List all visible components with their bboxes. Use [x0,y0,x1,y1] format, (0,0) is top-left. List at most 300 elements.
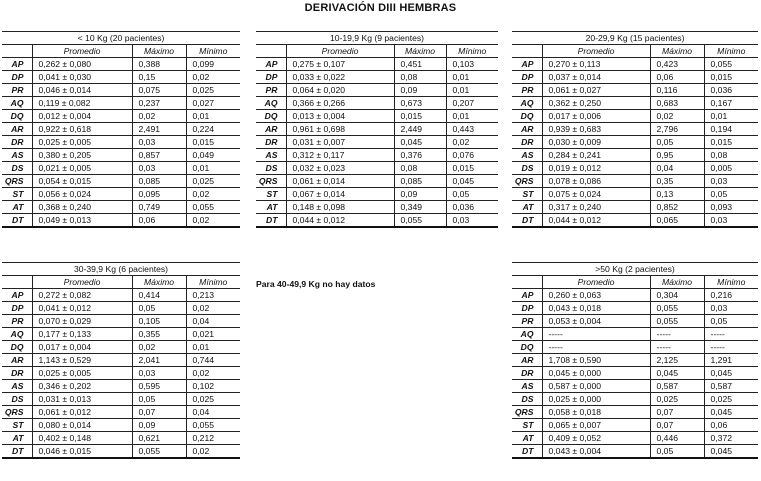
minimo-cell: 0,02 [186,188,240,201]
maximo-cell: 0,045 [394,136,446,149]
lead-cell: DP [2,71,32,84]
minimo-cell: 0,01 [446,110,498,123]
lead-cell: DQ [512,110,542,123]
lead-cell: PR [2,315,32,328]
lead-cell: AS [256,149,286,162]
maximo-cell: 0,446 [650,432,704,445]
maximo-cell: 0,13 [650,188,704,201]
minimo-cell: 0,05 [704,315,758,328]
table-row [2,406,240,419]
table-row [256,201,498,214]
table-row [2,419,240,432]
promedio-cell: 0,017 ± 0,004 [32,341,132,354]
minimo-cell: 0,015 [704,71,758,84]
minimo-cell: 0,005 [704,162,758,175]
maximo-cell: 2,491 [132,123,186,136]
minimo-cell: 0,02 [186,367,240,380]
lead-cell: DT [512,214,542,228]
maximo-cell: ----- [650,341,704,354]
lead-cell: AP [2,58,32,71]
table-row [2,162,240,175]
promedio-cell: 0,317 ± 0,240 [542,201,650,214]
minimo-cell: 0,015 [186,136,240,149]
promedio-cell: 0,037 ± 0,014 [542,71,650,84]
maximo-cell: 0,05 [650,136,704,149]
table-row [512,201,758,214]
lead-cell: DR [256,136,286,149]
table-30-39kg [2,262,240,459]
table-heading: 20-29,9 Kg (15 pacientes) [512,32,758,45]
lead-cell: ST [512,188,542,201]
maximo-cell: 0,015 [394,110,446,123]
promedio-cell: 0,275 ± 0,107 [286,58,394,71]
table-row [256,136,498,149]
minimo-cell: 0,045 [704,406,758,419]
table-row [512,58,758,71]
table-row [2,58,240,71]
lead-cell: DP [256,71,286,84]
promedio-cell: 0,070 ± 0,029 [32,315,132,328]
maximo-cell: 0,595 [132,380,186,393]
table-row [256,84,498,97]
promedio-cell: 0,025 ± 0,005 [32,136,132,149]
table-row [2,97,240,110]
promedio-cell: 0,033 ± 0,022 [286,71,394,84]
promedio-cell: 0,061 ± 0,014 [286,175,394,188]
maximo-cell: 0,852 [650,201,704,214]
maximo-cell: 0,07 [650,419,704,432]
maximo-cell: 0,95 [650,149,704,162]
minimo-cell: 0,01 [704,110,758,123]
minimo-cell: 0,045 [446,175,498,188]
table-row [2,354,240,367]
table-row [2,84,240,97]
table-heading: >50 Kg (2 pacientes) [512,263,758,276]
minimo-cell: 0,08 [704,149,758,162]
promedio-cell: 0,368 ± 0,240 [32,201,132,214]
minimo-cell: 0,015 [704,136,758,149]
lead-cell: DR [512,367,542,380]
maximo-cell: 0,355 [132,328,186,341]
minimo-cell: 0,01 [446,84,498,97]
promedio-cell: 0,041 ± 0,012 [32,302,132,315]
lead-cell: DS [512,393,542,406]
maximo-cell: 0,045 [650,367,704,380]
minimo-cell: 0,02 [446,136,498,149]
table-row [2,367,240,380]
lead-cell: AT [2,201,32,214]
minimo-cell: 0,03 [704,175,758,188]
promedio-cell: 0,067 ± 0,014 [286,188,394,201]
promedio-cell: 0,021 ± 0,005 [32,162,132,175]
maximo-cell: 0,08 [394,71,446,84]
table-row [256,97,498,110]
table-row [512,419,758,432]
lead-cell: AS [2,149,32,162]
minimo-cell: 0,03 [446,214,498,228]
table-row [2,110,240,123]
table-row [512,328,758,341]
maximo-cell: 0,09 [394,188,446,201]
promedio-cell: 0,056 ± 0,024 [32,188,132,201]
maximo-cell: 0,414 [132,289,186,302]
minimo-cell: 0,05 [704,188,758,201]
maximo-cell: 0,423 [650,58,704,71]
table-panel [512,31,758,228]
promedio-cell: 0,019 ± 0,012 [542,162,650,175]
minimo-cell: 0,03 [704,214,758,228]
promedio-cell: 0,312 ± 0,117 [286,149,394,162]
lead-cell: DQ [256,110,286,123]
maximo-cell: 0,06 [650,71,704,84]
maximo-cell: 0,055 [394,214,446,228]
minimo-cell: 0,02 [186,214,240,228]
promedio-cell: 0,032 ± 0,023 [286,162,394,175]
lead-cell: DP [512,302,542,315]
lead-cell: AP [2,289,32,302]
table-row [512,188,758,201]
table-row [512,341,758,354]
minimo-cell: 0,03 [704,302,758,315]
minimo-cell: 0,04 [186,406,240,419]
maximo-cell: 0,085 [394,175,446,188]
lead-cell: QRS [512,175,542,188]
minimo-cell: 0,167 [704,97,758,110]
promedio-cell: 0,043 ± 0,004 [542,445,650,459]
lead-cell: AS [2,380,32,393]
table-panel [2,31,240,228]
lead-cell: AQ [512,328,542,341]
maximo-column-header: Máximo [394,45,446,58]
maximo-cell: 0,03 [132,136,186,149]
promedio-cell: 0,013 ± 0,004 [286,110,394,123]
maximo-cell: 0,065 [650,214,704,228]
maximo-cell: 0,451 [394,58,446,71]
table-20-29kg [512,31,758,228]
lead-cell: ST [2,419,32,432]
lead-cell: AQ [256,97,286,110]
minimo-cell: ----- [704,341,758,354]
minimo-cell: 0,027 [186,97,240,110]
promedio-cell: ----- [542,341,650,354]
maximo-cell: 0,025 [650,393,704,406]
minimo-cell: ----- [704,328,758,341]
table-row [2,393,240,406]
maximo-cell: 0,683 [650,97,704,110]
promedio-cell: 0,061 ± 0,012 [32,406,132,419]
minimo-cell: 0,212 [186,432,240,445]
maximo-cell: 0,237 [132,97,186,110]
maximo-cell: 2,449 [394,123,446,136]
lead-cell: DS [2,162,32,175]
lead-cell: ST [512,419,542,432]
lead-cell: DQ [2,341,32,354]
promedio-cell: 0,380 ± 0,205 [32,149,132,162]
lead-cell: PR [2,84,32,97]
table-under-10kg [2,31,240,228]
minimo-cell: 0,021 [186,328,240,341]
maximo-cell: 0,04 [650,162,704,175]
promedio-cell: 0,075 ± 0,024 [542,188,650,201]
minimo-cell: 1,291 [704,354,758,367]
minimo-cell: 0,025 [704,393,758,406]
table-row [2,188,240,201]
table-row [2,380,240,393]
table-row [2,136,240,149]
minimo-cell: 0,102 [186,380,240,393]
maximo-cell: 0,304 [650,289,704,302]
table-10-19kg [256,31,498,228]
lead-cell: AS [512,380,542,393]
lead-cell: PR [256,84,286,97]
minimo-cell: 0,02 [186,445,240,459]
lead-cell: AR [512,123,542,136]
table-row [512,97,758,110]
promedio-cell: 0,012 ± 0,004 [32,110,132,123]
promedio-cell: 0,362 ± 0,250 [542,97,650,110]
lead-cell: DQ [2,110,32,123]
maximo-column-header: Máximo [132,276,186,289]
maximo-cell: 0,07 [132,406,186,419]
maximo-cell: 0,388 [132,58,186,71]
lead-cell: ST [256,188,286,201]
promedio-cell: 0,402 ± 0,148 [32,432,132,445]
lead-cell: DS [256,162,286,175]
minimo-cell: 0,06 [704,419,758,432]
maximo-cell: 0,03 [132,367,186,380]
lead-cell: PR [512,315,542,328]
maximo-cell: 0,03 [132,162,186,175]
maximo-cell: 0,15 [132,71,186,84]
table-row [2,315,240,328]
promedio-cell: 0,031 ± 0,007 [286,136,394,149]
lead-column-header [512,276,542,289]
promedio-cell: 0,119 ± 0,082 [32,97,132,110]
minimo-column-header: Mínimo [186,45,240,58]
table-row [512,315,758,328]
table-row [2,328,240,341]
lead-cell: PR [512,84,542,97]
maximo-column-header: Máximo [132,45,186,58]
maximo-cell: 0,02 [650,110,704,123]
lead-cell: DR [2,136,32,149]
table-row [512,71,758,84]
maximo-cell: 0,08 [394,162,446,175]
table-panel [256,31,498,228]
promedio-cell: 0,044 ± 0,012 [286,214,394,228]
table-heading: 30-39,9 Kg (6 pacientes) [2,263,240,276]
lead-cell: AR [2,354,32,367]
promedio-cell: 0,939 ± 0,683 [542,123,650,136]
promedio-cell: 0,064 ± 0,020 [286,84,394,97]
maximo-cell: 0,055 [132,445,186,459]
promedio-cell: 0,025 ± 0,005 [32,367,132,380]
promedio-cell: 0,260 ± 0,063 [542,289,650,302]
maximo-column-header: Máximo [650,45,704,58]
lead-cell: AP [512,289,542,302]
maximo-cell: 0,105 [132,315,186,328]
promedio-cell: 0,284 ± 0,241 [542,149,650,162]
table-row [512,367,758,380]
promedio-cell: 0,409 ± 0,052 [542,432,650,445]
promedio-column-header: Promedio [32,276,132,289]
maximo-cell: 0,02 [132,341,186,354]
table-row [256,175,498,188]
promedio-cell: 0,046 ± 0,015 [32,445,132,459]
lead-cell: AR [2,123,32,136]
table-row [512,175,758,188]
table-row [2,201,240,214]
table-row [512,393,758,406]
minimo-cell: 0,05 [446,188,498,201]
lead-cell: DQ [512,341,542,354]
table-row [512,432,758,445]
table-row [256,162,498,175]
maximo-cell: 0,116 [650,84,704,97]
lead-cell: QRS [2,406,32,419]
minimo-cell: 0,025 [186,393,240,406]
minimo-cell: 0,04 [186,315,240,328]
lead-cell: DT [2,214,32,228]
promedio-cell: 0,053 ± 0,004 [542,315,650,328]
table-row [512,380,758,393]
minimo-cell: 0,036 [446,201,498,214]
minimo-cell: 0,224 [186,123,240,136]
promedio-cell: 0,065 ± 0,007 [542,419,650,432]
table-row [2,302,240,315]
minimo-cell: 0,587 [704,380,758,393]
table-heading: < 10 Kg (20 pacientes) [2,32,240,45]
lead-cell: AT [256,201,286,214]
promedio-cell: 0,031 ± 0,013 [32,393,132,406]
minimo-cell: 0,01 [186,341,240,354]
table-row [512,136,758,149]
minimo-cell: 0,372 [704,432,758,445]
minimo-cell: 0,049 [186,149,240,162]
promedio-cell: 0,080 ± 0,014 [32,419,132,432]
promedio-cell: 0,177 ± 0,133 [32,328,132,341]
lead-cell: AQ [512,97,542,110]
lead-cell: DP [2,302,32,315]
minimo-cell: 0,213 [186,289,240,302]
table-panel [512,262,758,459]
lead-cell: DR [512,136,542,149]
promedio-cell: 0,078 ± 0,086 [542,175,650,188]
minimo-cell: 0,01 [446,71,498,84]
minimo-cell: 0,01 [186,110,240,123]
table-row [2,341,240,354]
promedio-cell: 0,017 ± 0,006 [542,110,650,123]
minimo-cell: 0,055 [186,201,240,214]
promedio-cell: ----- [542,328,650,341]
promedio-cell: 0,922 ± 0,618 [32,123,132,136]
minimo-cell: 0,076 [446,149,498,162]
maximo-cell: 0,376 [394,149,446,162]
maximo-cell: 0,055 [650,302,704,315]
table-row [2,71,240,84]
promedio-cell: 0,044 ± 0,012 [542,214,650,228]
promedio-cell: 0,148 ± 0,098 [286,201,394,214]
table-row [2,149,240,162]
table-row [512,84,758,97]
maximo-cell: 2,796 [650,123,704,136]
lead-cell: ST [2,188,32,201]
maximo-cell: 0,06 [132,214,186,228]
table-over-50kg [512,262,758,459]
table-row [2,175,240,188]
lead-cell: AP [256,58,286,71]
lead-cell: AT [512,201,542,214]
maximo-cell: 0,349 [394,201,446,214]
promedio-cell: 0,043 ± 0,018 [542,302,650,315]
lead-cell: DT [512,445,542,459]
lead-cell: AT [512,432,542,445]
promedio-column-header: Promedio [542,45,650,58]
minimo-cell: 0,744 [186,354,240,367]
table-row [256,123,498,136]
table-heading: 10-19,9 Kg (9 pacientes) [256,32,498,45]
maximo-cell: 0,749 [132,201,186,214]
maximo-cell: 0,05 [650,445,704,459]
lead-cell: DT [256,214,286,228]
promedio-cell: 0,025 ± 0,000 [542,393,650,406]
minimo-cell: 0,099 [186,58,240,71]
page-title: DERIVACIÓN DIII HEMBRAS [304,2,457,14]
promedio-cell: 1,708 ± 0,590 [542,354,650,367]
lead-cell: AS [512,149,542,162]
maximo-cell: ----- [650,328,704,341]
promedio-column-header: Promedio [286,45,394,58]
minimo-cell: 0,02 [186,71,240,84]
minimo-cell: 0,045 [704,367,758,380]
table-row [512,302,758,315]
table-row [512,214,758,228]
promedio-cell: 0,045 ± 0,000 [542,367,650,380]
lead-cell: AR [512,354,542,367]
lead-column-header [2,276,32,289]
minimo-cell: 0,103 [446,58,498,71]
lead-column-header [256,45,286,58]
maximo-cell: 0,02 [132,110,186,123]
table-row [512,162,758,175]
minimo-cell: 0,036 [704,84,758,97]
lead-cell: AR [256,123,286,136]
promedio-column-header: Promedio [542,276,650,289]
promedio-cell: 0,587 ± 0,000 [542,380,650,393]
promedio-cell: 0,961 ± 0,698 [286,123,394,136]
minimo-cell: 0,093 [704,201,758,214]
lead-cell: DS [2,393,32,406]
table-row [512,406,758,419]
promedio-cell: 0,049 ± 0,013 [32,214,132,228]
minimo-cell: 0,045 [704,445,758,459]
table-row [256,149,498,162]
maximo-cell: 0,095 [132,188,186,201]
promedio-cell: 0,270 ± 0,113 [542,58,650,71]
minimo-cell: 0,055 [186,419,240,432]
minimo-cell: 0,025 [186,84,240,97]
table-row [512,123,758,136]
table-row [2,214,240,228]
maximo-cell: 0,075 [132,84,186,97]
promedio-cell: 0,054 ± 0,015 [32,175,132,188]
maximo-cell: 0,621 [132,432,186,445]
promedio-column-header: Promedio [32,45,132,58]
table-row [2,445,240,459]
maximo-cell: 0,587 [650,380,704,393]
promedio-cell: 0,058 ± 0,018 [542,406,650,419]
lead-cell: QRS [512,406,542,419]
